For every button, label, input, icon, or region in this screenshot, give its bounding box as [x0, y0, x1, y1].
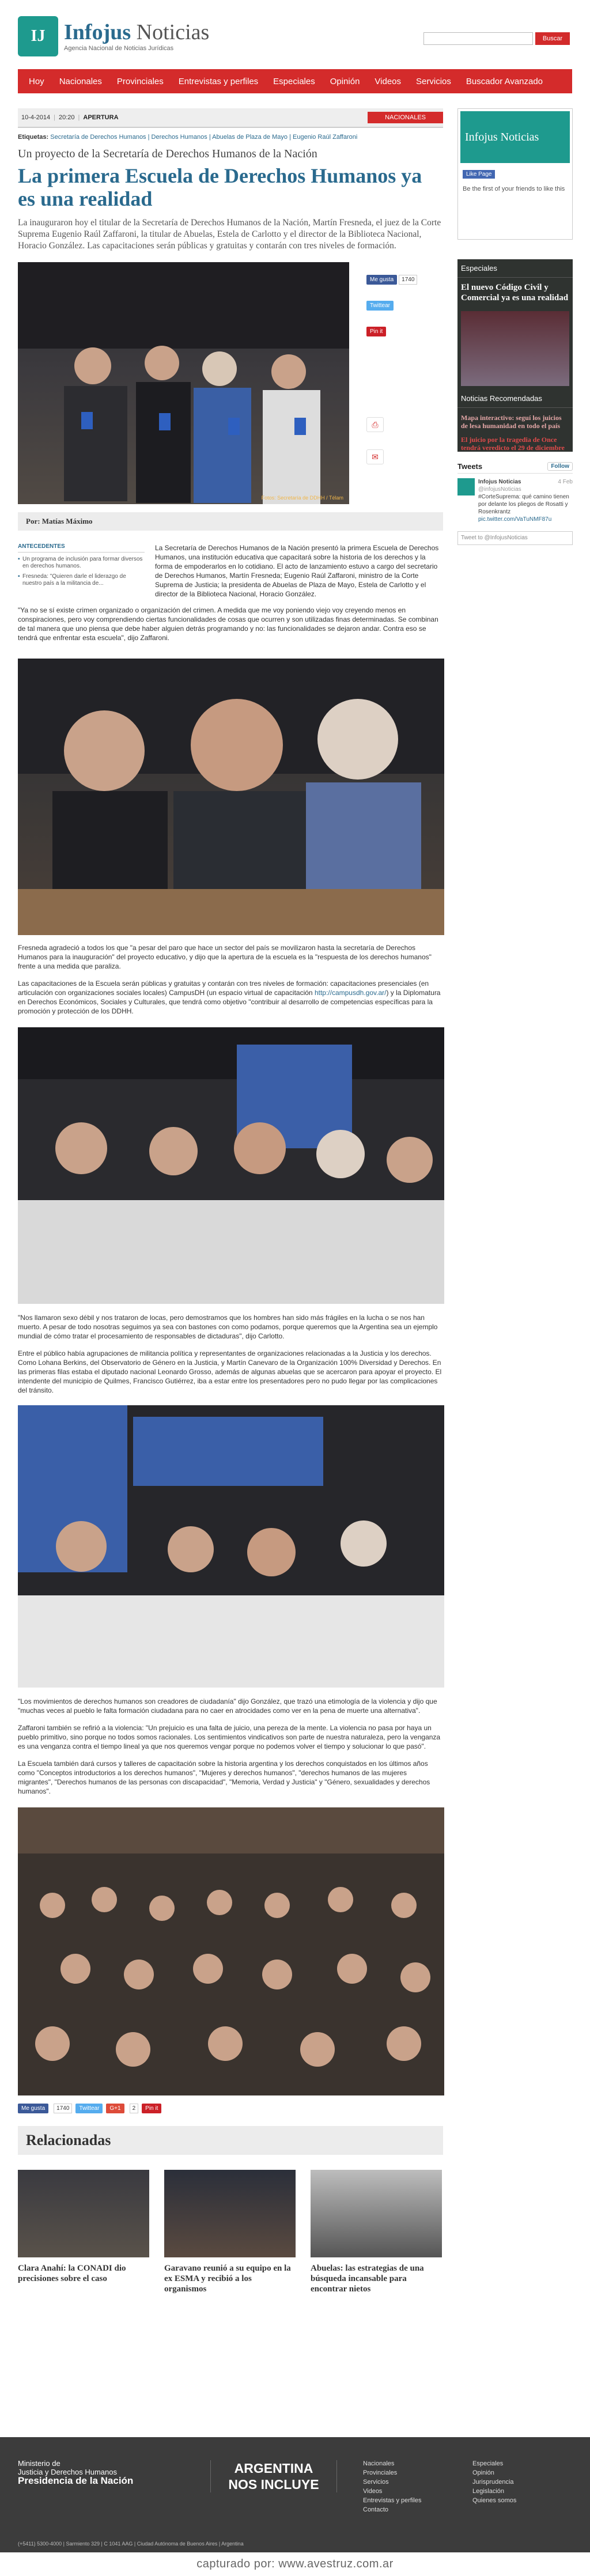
article-byline: Por: Matías Máximo: [18, 512, 443, 531]
logo-title: [64, 21, 209, 44]
hero-caption: Fotos: Secretaría de DDHH / Télam: [261, 495, 343, 501]
photo-2-illustration: [18, 1027, 444, 1304]
recommended-item[interactable]: El juicio por la tragedia de Once tendrá veredicto el 29 de diciembre: [461, 436, 565, 452]
article-kicker: Un proyecto de la Secretaría de Derechos Humanos de la Nación: [18, 147, 317, 160]
pinterest-button[interactable]: Pin it: [142, 2104, 161, 2113]
logo-badge: [18, 16, 58, 56]
related-title[interactable]: Abuelas: las estrategias de una búsqueda incansable para encontrar nietos: [311, 2264, 424, 2294]
share-column: [366, 275, 441, 464]
capture-watermark: capturado por: www.avestruz.com.ar: [0, 2552, 590, 2576]
paragraph: Entre el público había agrupaciones de militancia política y representantes de organizaciones relacionadas a la Justicia y los derechos. Como Lohana Berkins, del Observatorio de Género en la Justicia, y Martín Canevaro de la Organización 100% Diversidad y Derechos. En las primeras filas estaba el diputado nacional Leonardo Grosso, además de algunas abuelas que se acercaron para apoyar el proyecto. El intendente del municipio de Quilmes, Francisco Gutiérrez, iba a estar entre los presentadores pero no pudo llegar por las complicaciones del tránsito.: [18, 1349, 442, 1394]
article-date: 10-4-2014: [21, 114, 51, 121]
email-icon[interactable]: ✉: [366, 449, 384, 464]
facebook-like-button[interactable]: Me gusta: [18, 2104, 48, 2113]
article-photo-1: [18, 659, 444, 935]
photo-4-illustration: [18, 1807, 444, 2095]
facebook-like-page-button[interactable]: Like Page: [463, 170, 495, 179]
paragraph: Zaffaroni también se refirió a la violencia: "Un prejuicio es una falta de juicio, una pereza de la mente. La violencia no pasa por haya un pueblo primitivo, sino porque no todos somos racionales. Los sentimientos vindicativos son parte de nuestra naturaleza, pero la venganza es una venganza contra el tiempo lineal ya que nos queremos vengar porque no podemos volver el tiempo y solucionar lo que pasó".: [18, 1724, 441, 1750]
tweet-link[interactable]: pic.twitter.com/VaTuNMF87u: [478, 516, 552, 523]
tweet-button[interactable]: Twittear: [75, 2104, 103, 2113]
paragraph: La Secretaría de Derechos Humanos de la Nación presentó la primera Escuela de Derechos Humanos, una institución educativa que capacitará sobre la historia de los derechos y la forma de empoderarlos en lo cotidiano. El acto de lanzamiento estuvo a cargo del secretario de Derechos Humanos, Martín Fresneda; Eugenio Raúl Zaffaroni, ministro de la Corte Suprema de Justicia; la presidenta de Abuelas de Plaza de Mayo, Estela de Carlotto y el director de la Biblioteca Nacional, Horacio González.: [155, 544, 439, 598]
paragraph: "Ya no se sí existe crimen organizado o organización del crimen. A medida que me voy poniendo viejo voy creyendo menos en conspiraciones, pero voy comprendiendo ciertas funcionalidades de cosas que ocurren y son utilizadas finas determinadas. Se combinan de tal manera que uno piensa que debe haber alguien detrás programando y no: las funcionalidades se dejaron andar. Contra eso se tendrá que enfrentar esta escuela", dijo Zaffaroni.: [18, 606, 438, 642]
relacionadas-title: Relacionadas: [18, 2126, 443, 2155]
nav-nacionales[interactable]: Nacionales: [59, 76, 102, 86]
arg-line: ARGENTINA: [234, 2461, 313, 2476]
nav-buscador[interactable]: Buscador Avanzado: [466, 76, 543, 86]
antecedentes-title: ANTECEDENTES: [18, 543, 145, 553]
ministry-line: Justicia y Derechos Humanos: [18, 2468, 117, 2476]
photo-3-illustration: [18, 1405, 444, 1688]
relacionadas-list: [18, 2170, 443, 2294]
quote-paragraph: [18, 606, 443, 642]
site-logo[interactable]: [18, 16, 209, 56]
antecedentes-item[interactable]: ▪ Fresneda: "Quieren darle el liderazgo de nuestro país a la militancia de...: [18, 573, 145, 587]
tweet-to-input[interactable]: Tweet to @InfojusNoticias: [457, 531, 573, 545]
nav-especiales[interactable]: Especiales: [273, 76, 315, 86]
tweet-button[interactable]: Twittear: [366, 301, 394, 311]
related-article[interactable]: [311, 2170, 442, 2294]
recomendadas-header: Noticias Recomendadas: [457, 389, 573, 408]
related-thumbnail[interactable]: [311, 2170, 442, 2257]
logo-mark: IJ: [31, 27, 46, 45]
related-thumbnail[interactable]: [164, 2170, 296, 2257]
separator: |: [54, 114, 56, 121]
article-lead: La inauguraron hoy el titular de la Secretaría de Derechos Humanos de la Nación, Martín Fresneda, el juez de la Corte Suprema Eugenio Raúl Zaffaroni, la titular de Abuelas, Estela de Carlotto y el director de la Biblioteca Nacional, Horacio González. Las capacitaciones serán públicas y gratuitas y contarán con tres niveles de formación.: [18, 218, 441, 251]
main-column: [18, 108, 443, 2294]
especiales-header: Especiales: [457, 259, 573, 278]
hero-photo: [18, 262, 349, 504]
tweet-handle: @infojusNoticias: [478, 486, 521, 493]
article-photo-4: [18, 1807, 444, 2095]
related-article[interactable]: [18, 2170, 149, 2294]
recommended-item[interactable]: Mapa interactivo: seguí los juicios de lesa humanidad en todo el país: [461, 414, 562, 430]
site-footer: [0, 2437, 590, 2552]
facebook-like-count: 1740: [399, 275, 417, 285]
footer-link[interactable]: Servicios: [363, 2479, 389, 2486]
argentina-nos-incluye: [210, 2460, 337, 2492]
photo-1-illustration: [18, 659, 444, 935]
nav-servicios[interactable]: Servicios: [416, 76, 451, 86]
facebook-note: Be the first of your friends to like this: [463, 186, 565, 192]
tag-item[interactable]: Derechos Humanos: [151, 134, 207, 141]
tag-item[interactable]: Eugenio Raúl Zaffaroni: [293, 134, 358, 141]
follow-button[interactable]: Follow: [547, 462, 573, 471]
especial-title[interactable]: El nuevo Código Civil y Comercial ya es una realidad: [461, 283, 569, 302]
paragraph-text: Las capacitaciones de la Escuela serán públicas y gratuitas y contarán con tres niveles de formación: capacitaciones presenciales (en articulación con organizaciones sociales locales) CampusDH (un espacio virtual de capacitación: [18, 979, 429, 997]
facebook-like-button[interactable]: Me gusta: [366, 275, 397, 285]
campusdh-link[interactable]: http://campusdh.gov.ar/: [314, 989, 387, 997]
logo-title-main: Infojus: [64, 20, 131, 44]
paragraph: Fresneda agradeció a todos los que "a pesar del paro que hace un sector del país se movilizaron hasta la secretaría de Derechos Humanos para la inauguración" del proyecto educativo, y dijo que la apertura de la escuela es la "respuesta de los derechos humanos" frente a una medida que paraliza.: [18, 944, 432, 970]
logo-text: [64, 21, 209, 52]
share-bottom: [18, 2104, 443, 2113]
google-plus-button[interactable]: G+1: [106, 2104, 124, 2113]
tweet-text: #CorteSuprema: qué camino tienen por delante los pliegos de Rosatti y Rosenkrantz: [478, 494, 569, 515]
ministry-line: Ministerio de: [18, 2459, 60, 2468]
footer-link[interactable]: Provinciales: [363, 2469, 398, 2476]
footer-contact: (+5411) 5300-4000 | Sarmiento 329 | C 1041 AAG | Ciudad Autónoma de Buenos Aires | Argentina: [18, 2541, 244, 2547]
paragraph: "Los movimientos de derechos humanos son creadores de ciudadanía" dijo González, que trazó una etimología de la violencia y dijo que "muchas veces al pueblo le falta formación ciudadana para no caer en atrocidades como ver en la pena de muerte una alternativa".: [18, 1697, 437, 1715]
especiales-widget: [457, 259, 573, 452]
tweets-header: [457, 462, 573, 474]
paragraph: La Escuela también dará cursos y talleres de capacitación sobre la historia argentina y los derechos conquistados en los últimos años como "Conceptos introductorios a los derechos humanos", "Mujeres y derechos humanos", "derechos humanos de las mujeres migrantes", "Derechos humanos de las personas con discapacidad", "Memoria, Verdad y Justicia" y "Género, sexualidades y derechos humanos".: [18, 1760, 430, 1795]
arg-line: NOS INCLUYE: [228, 2477, 319, 2492]
related-title[interactable]: Garavano reunió a su equipo en la ex ESMA y recibió a los organismos: [164, 2264, 291, 2294]
footer-link[interactable]: Opinión: [472, 2469, 494, 2476]
ministry-presidencia: Presidencia de la Nación: [18, 2475, 134, 2486]
fb-share: [366, 275, 441, 285]
logo-title-sub: Noticias: [131, 20, 210, 44]
footer-link[interactable]: Quienes somos: [472, 2497, 517, 2504]
tag-item[interactable]: Secretaría de Derechos Humanos: [50, 134, 146, 141]
tweet: [457, 478, 573, 523]
tweet-body: [478, 478, 573, 523]
nav-videos[interactable]: Videos: [375, 76, 402, 86]
hero-photo-illustration: [18, 262, 349, 504]
footer-link[interactable]: Entrevistas y perfiles: [363, 2497, 422, 2504]
article-topbar: [18, 108, 443, 128]
antecedentes-box: [18, 543, 145, 587]
pinterest-button[interactable]: Pin it: [366, 327, 386, 336]
footer-links-col1: [363, 2460, 421, 2516]
paragraph: "Nos llamaron sexo débil y nos trataron de locas, pero demostramos que los hombres han sido más frágiles en la lucha o se nos han muerto. A pesar de todo nosotras seguimos ya sea con bastones con como podamos, porque queremos que la Argentina sea un ejemplo mundial de cómo tratar el procesamiento de responsables de dictaduras", dijo Carlotto.: [18, 1314, 438, 1340]
tweet-date: 4 Feb: [558, 479, 573, 485]
article-body: [18, 543, 443, 659]
nav-provinciales[interactable]: Provinciales: [116, 76, 164, 86]
paragraph-with-link: [18, 979, 443, 1016]
article-photo-2: [18, 1027, 444, 1304]
tweets-title: Tweets: [457, 462, 483, 471]
separator: |: [78, 114, 80, 121]
nav-entrevistas[interactable]: Entrevistas y perfiles: [178, 76, 259, 86]
hero-row: [18, 262, 443, 504]
pin-share: [366, 327, 441, 336]
ministry-logo[interactable]: [18, 2459, 133, 2485]
nav-opinion[interactable]: Opinión: [330, 76, 360, 86]
google-plus-count: 2: [130, 2104, 139, 2113]
facebook-like-count: 1740: [54, 2104, 72, 2113]
related-thumbnail[interactable]: [18, 2170, 149, 2257]
article-title: La primera Escuela de Derechos Humanos ya es una realidad: [18, 164, 422, 210]
avatar[interactable]: [457, 478, 475, 495]
tags-label: Etiquetas:: [18, 134, 49, 141]
sidebar: [457, 108, 573, 545]
related-article[interactable]: [164, 2170, 296, 2294]
print-icon[interactable]: ⎙: [366, 417, 384, 432]
twitter-widget: [457, 462, 573, 545]
logo-tagline: Agencia Nacional de Noticias Jurídicas: [64, 45, 174, 52]
search-form: [423, 32, 570, 45]
apertura-label: APERTURA: [83, 114, 119, 121]
footer-link[interactable]: Especiales: [472, 2460, 504, 2467]
tweet-author[interactable]: Infojus Noticias: [478, 479, 521, 485]
tag-item[interactable]: Abuelas de Plaza de Mayo: [212, 134, 288, 141]
facebook-page-name: Infojus Noticias: [465, 130, 539, 143]
recomendadas-list: [461, 411, 569, 452]
footer-link[interactable]: Videos: [363, 2488, 383, 2495]
antecedentes-item[interactable]: ▪ Un programa de inclusión para formar diversos en derechos humanos.: [18, 556, 145, 570]
footer-link[interactable]: Legislación: [472, 2488, 505, 2495]
intro-paragraphs: [155, 543, 443, 599]
article-photo-3: [18, 1405, 444, 1688]
facebook-widget: [457, 108, 573, 240]
site-header: [0, 0, 590, 69]
footer-link[interactable]: Jurisprudencia: [472, 2479, 514, 2486]
search-input[interactable]: [423, 32, 533, 45]
footer-link[interactable]: Nacionales: [363, 2460, 395, 2467]
section-badge[interactable]: NACIONALES: [368, 112, 443, 123]
nav-hoy[interactable]: Hoy: [29, 76, 44, 86]
especial-thumbnail[interactable]: [461, 311, 569, 386]
footer-links-col2: [472, 2460, 516, 2506]
related-title[interactable]: Clara Anahí: la CONADI dio precisiones sobre el caso: [18, 2264, 126, 2283]
tags: Etiquetas: Secretaría de Derechos Humanos | Derechos Humanos | Abuelas de Plaza de Mayo | Eugenio Raúl Zaffaroni: [18, 134, 358, 141]
footer-link[interactable]: Contacto: [363, 2506, 389, 2513]
facebook-banner[interactable]: [460, 111, 570, 163]
article-time: 20:20: [59, 114, 75, 121]
paragraph-text: ) y la Diplomatura en Derechos Económicos, Sociales y Culturales, que tendrá como objetivo "contribuir al desarrollo de competencias específicas para la promoción y protección de los DDHH.: [18, 989, 441, 1015]
main-nav: [18, 69, 572, 93]
tw-share: [366, 301, 441, 311]
search-button[interactable]: Buscar: [535, 32, 570, 45]
